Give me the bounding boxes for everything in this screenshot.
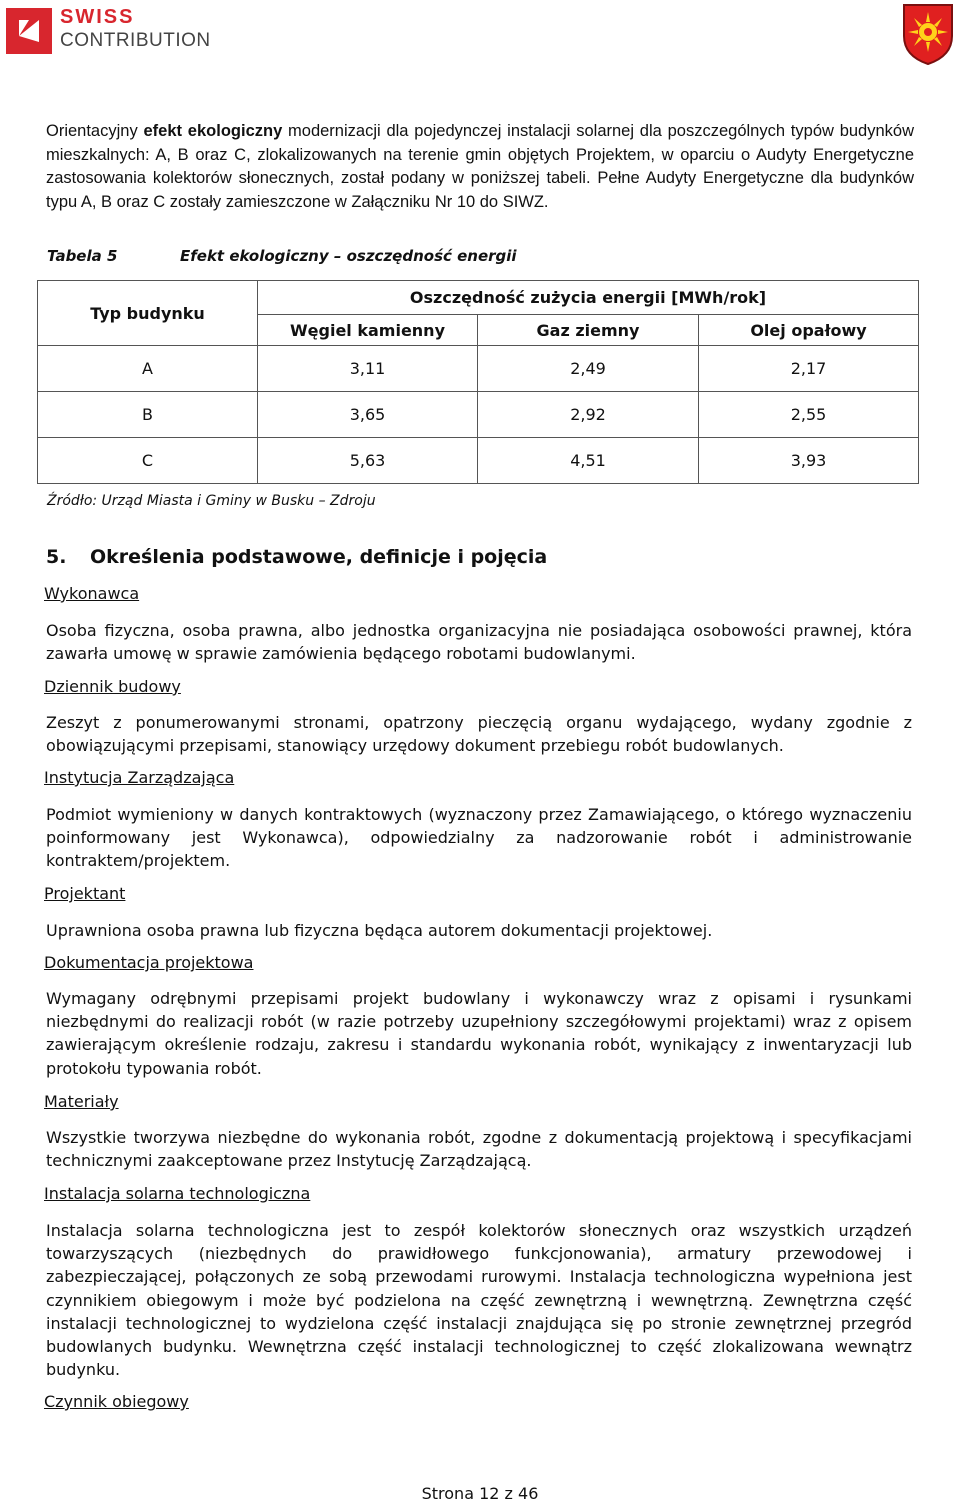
term-instalacja-solarna: Instalacja solarna technologiczna xyxy=(44,1184,311,1203)
page-number: Strona 12 z 46 xyxy=(421,1484,539,1503)
table-source: Źródło: Urząd Miasta i Gminy w Busku – Zdroju xyxy=(47,493,376,509)
cell-gas: 2,92 xyxy=(478,392,699,438)
header-gas: Gaz ziemny xyxy=(478,315,699,346)
definition-projektant: Uprawniona osoba prawna lub fizyczna będąca autorem dokumentacji projektowej. xyxy=(46,921,713,940)
term-dziennik-budowy: Dziennik budowy xyxy=(44,677,181,696)
intro-part1: Orientacyjny xyxy=(46,122,144,140)
header-energy-savings: Oszczędność zużycia energii [MWh/rok] xyxy=(258,281,919,315)
cell-gas: 4,51 xyxy=(478,438,699,484)
header-coal: Węgiel kamienny xyxy=(258,315,478,346)
table-row xyxy=(38,438,919,484)
table-label: Tabela 5 xyxy=(47,247,118,265)
definition-materialy: Wszystkie tworzywa niezbędne do wykonania robót, zgodne z dokumentacją projektową i specyfikacjami technicznymi zaakceptowane przez Instytucję Zarządzającą. xyxy=(46,1128,912,1171)
cell-coal: 3,65 xyxy=(258,392,478,438)
definition-dziennik-budowy: Zeszyt z ponumerowanymi stronami, opatrzony pieczęcią organu wydającego, wydany zgodnie z obowiązującymi przepisami, stanowiący urzędowy dokument przebiegu robót budowlanych. xyxy=(46,713,912,756)
cell-oil: 2,17 xyxy=(699,346,919,392)
swiss-flag-icon xyxy=(6,8,52,54)
municipal-crest-icon xyxy=(900,2,956,66)
table-caption xyxy=(47,247,517,265)
cell-type: C xyxy=(38,438,258,484)
header-building-type: Typ budynku xyxy=(38,281,258,346)
cell-type: A xyxy=(38,346,258,392)
section-number: 5. xyxy=(46,546,67,568)
term-projektant: Projektant xyxy=(44,884,126,903)
definition-wykonawca: Osoba fizyczna, osoba prawna, albo jednostka organizacyjna nie posiadająca osobowości prawnej, która zawarła umowę w sprawie zamówienia będącego robotami budowlanymi. xyxy=(46,621,912,664)
header-oil: Olej opałowy xyxy=(699,315,919,346)
term-wykonawca: Wykonawca xyxy=(44,584,140,603)
intro-part2: modernizacji dla pojedynczej instalacji solarnej dla poszczególnych typów budynków mieszkalnych: A, B oraz C, zlokalizowanych na terenie gmin objętych Projektem, w oparciu o Audyty Energetyczne zastosowania kolektorów słonecznych, został podany w poniższej tabeli. Pełne Audyty Energetyczne dla budynków typu A, B oraz C zostały zamieszczone w Załączniku Nr 10 do SIWZ. xyxy=(46,122,914,211)
definition-dokumentacja-projektowa: Wymagany odrębnymi przepisami projekt budowlany i wykonawczy wraz z opisami i rysunkami niezbędnymi do realizacji robót (w razie potrzeby uzupełniony szczegółowymi projektami) wraz z opisem zawierającym określenie rodzaju, zakresu i standardu wykonania robót, wynikający z inwentaryzacji lub protokołu typowania robót. xyxy=(46,989,912,1078)
term-instytucja-zarzadzajaca: Instytucja Zarządzająca xyxy=(44,768,235,787)
definition-instytucja-zarzadzajaca: Podmiot wymieniony w danych kontraktowych (wyznaczony przez Zamawiającego, o którego wyznaczeniu poinformowany jest Wykonawca), odpowiedzialny za nadzorowanie robót i administrowanie kontraktem/projektem. xyxy=(46,805,912,871)
table-header-row xyxy=(38,281,919,315)
section-title-text: Określenia podstawowe, definicje i pojęcia xyxy=(90,546,548,568)
cell-coal: 3,11 xyxy=(258,346,478,392)
cell-type: B xyxy=(38,392,258,438)
page-header xyxy=(0,0,960,70)
table-caption-text: Efekt ekologiczny – oszczędność energii xyxy=(180,247,517,265)
swiss-contribution-logo xyxy=(6,8,226,58)
logo-swiss-text: SWISS xyxy=(60,6,135,28)
term-czynnik-obiegowy: Czynnik obiegowy xyxy=(44,1392,189,1411)
intro-paragraph xyxy=(46,120,914,214)
cell-coal: 5,63 xyxy=(258,438,478,484)
intro-bold: efekt ekologiczny xyxy=(143,122,283,140)
definition-instalacja-solarna: Instalacja solarna technologiczna jest to zespół kolektorów słonecznych oraz wszystkich urządzeń towarzyszących (niezbędnych do prawidłowego funkcjonowania), armatury przewodowej i zabezpieczającej, połączonych ze sobą przewodami rurowymi. Instalacja technologiczna wypełniona jest czynnikiem obiegowym i może być podzielona na część zewnętrzną i wewnętrzną. Zewnętrzna część instalacji technologicznej to wydzielona część instalacji znajdująca się po stronie zewnętrznej przegród budowlanych budynku. Wewnętrzna część instalacji technologicznej to część zlokalizowana wewnątrz budynku. xyxy=(46,1221,912,1380)
ecological-effect-table xyxy=(37,280,919,484)
term-materialy: Materiały xyxy=(44,1092,119,1111)
table-row xyxy=(38,392,919,438)
cell-gas: 2,49 xyxy=(478,346,699,392)
cell-oil: 2,55 xyxy=(699,392,919,438)
section-heading xyxy=(46,546,547,568)
cell-oil: 3,93 xyxy=(699,438,919,484)
table-row xyxy=(38,346,919,392)
term-dokumentacja-projektowa: Dokumentacja projektowa xyxy=(44,953,254,972)
logo-contribution-text: CONTRIBUTION xyxy=(60,30,211,51)
